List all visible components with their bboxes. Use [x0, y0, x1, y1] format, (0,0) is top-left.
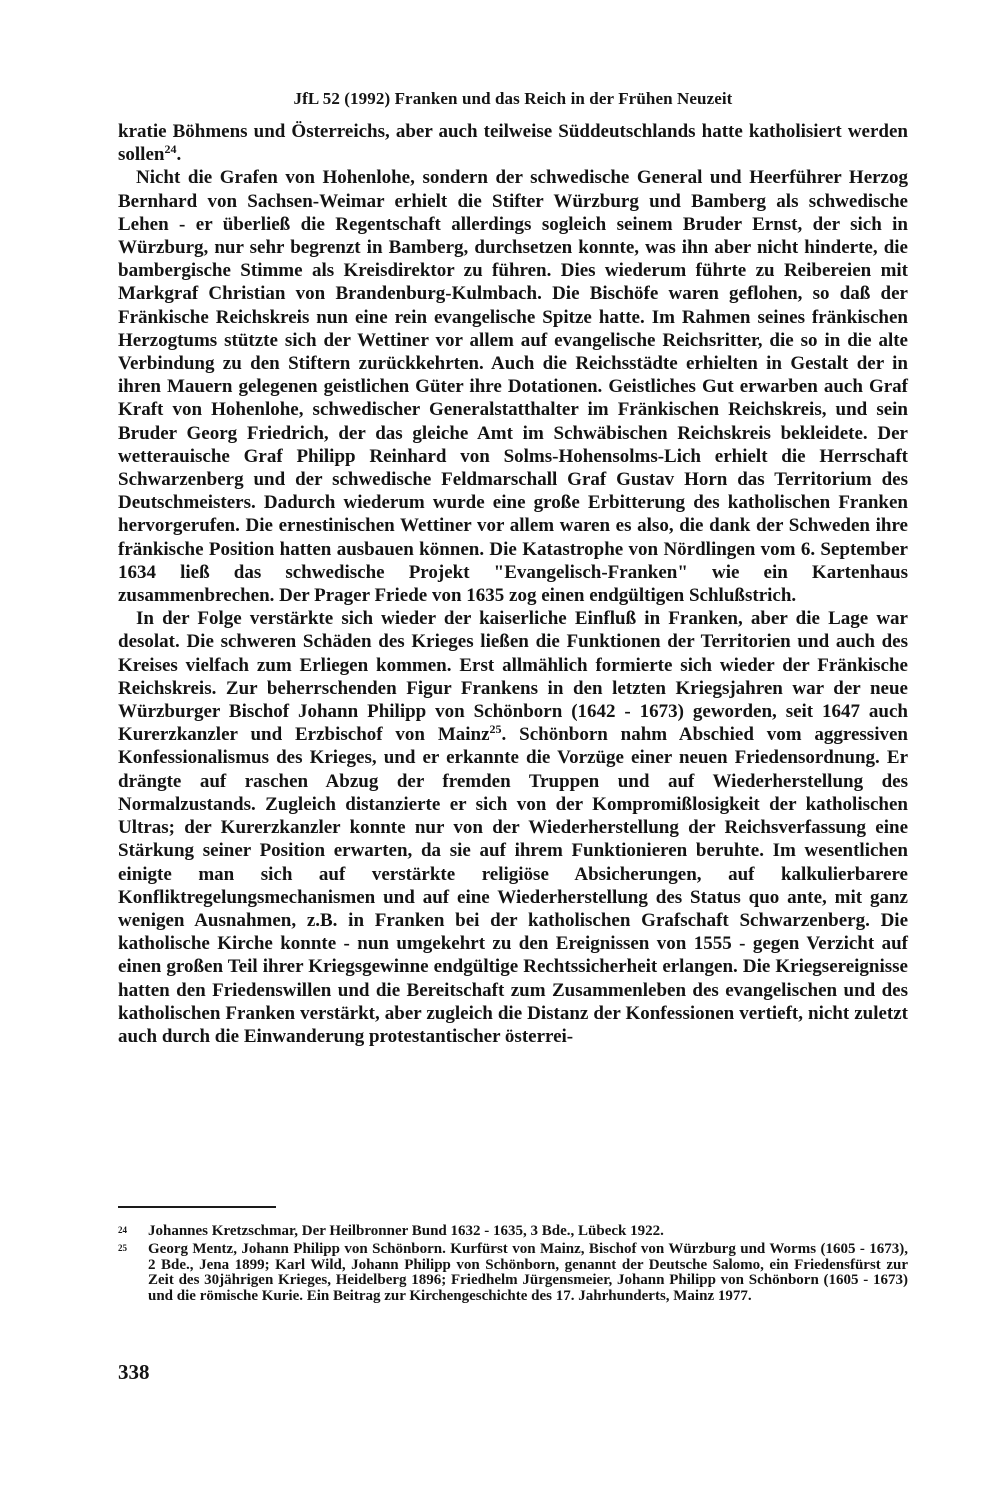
footnote-text: Johannes Kretzschmar, Der Heilbronner Bund 1632 - 1635, 3 Bde., Lübeck 1922.: [148, 1223, 664, 1239]
paragraph-3-text: In der Folge verstärkte sich wieder der kaiserliche Einfluß in Franken, aber die Lage war desolat. Die schweren Schäden des Krieges ließen die Funktionen der Territorien und auch des Kreises vielfach zum Erliegen kommen. Erst allmählich formierte sich wieder der Fränkische Reichskreis. Zur beherrschenden Figur Frankens in den letzten Kriegsjahren war der neue Würzburger Bischof Johann Philipp von Schönborn (1642 - 1673) geworden, seit 1647 auch Kurerzkanzler und Erzbischof von Mainz: [118, 608, 908, 746]
footnote-number: 25: [118, 1242, 127, 1253]
paragraph-1-text: kratie Böhmens und Österreichs, aber auch teilweise Süddeutschlands hatte katholisiert werden sollen: [118, 121, 908, 166]
paragraph-1: [118, 120, 908, 166]
main-text: [118, 120, 908, 1048]
footnote-ref-25[interactable]: 25: [489, 722, 502, 737]
footnotes: [118, 1224, 908, 1307]
footnote-text: Georg Mentz, Johann Philipp von Schönborn. Kurfürst von Mainz, Bischof von Würzburg und Worms (1605 - 1673), 2 Bde., Jena 1899; Karl Wild, Johann Philipp von Schönborn, genannt der Deutsche Salomo, ein Friedensfürst zur Zeit des 30jährigen Krieges, Heidelberg 1896; Friedhelm Jürgensmeier, Johann Philipp von Schönborn (1605 - 1673) und die römische Kurie. Ein Beitrag zur Kirchengeschichte des 17. Jahrhunderts, Mainz 1977.: [148, 1240, 908, 1305]
footnote-25: [118, 1242, 908, 1305]
paragraph-1-end: .: [176, 144, 182, 166]
footnote-ref-24[interactable]: 24: [164, 142, 177, 157]
paragraph-3: [118, 607, 908, 1048]
footnote-divider: [118, 1206, 276, 1208]
paragraph-2: Nicht die Grafen von Hohenlohe, sondern der schwedische General und Heerführer Herzog Bernhard von Sachsen-Weimar erhielt die Stifter Würzburg und Bamberg als schwedische Lehen - er überließ die Regentschaft allerdings sogleich seinem Bruder Ernst, der sich in Würzburg, nur sehr begrenzt in Bamberg, durchsetzen konnte, was ihn aber nicht hinderte, die bambergische Stimme als Kreisdirektor zu führen. Dies wiederum führte zu Reibereien mit Markgraf Christian von Brandenburg-Kulmbach. Die Bischöfe waren geflohen, so daß der Fränkische Reichskreis nun eine rein evangelische Spitze hatte. Im Rahmen seines fränkischen Herzogtums stützte sich der Wettiner vor allem auf evangelische Reichsritter, die so in die alte Verbindung zu den Stiftern zurückkehrten. Auch die Reichsstädte erhielten in Gestalt der in ihren Mauern gelegenen geistlichen Güter ihre Dotationen. Geistliches Gut erwarben auch Graf Kraft von Hohenlohe, schwedischer Generalstatthalter im Fränkischen Reichskreis, und sein Bruder Georg Friedrich, der das gleiche Amt im Schwäbischen Reichskreis bekleidete. Der wetterauische Graf Philipp Reinhard von Solms-Hohensolms-Lich erhielt die Herrschaft Schwarzenberg und der schwedische Feldmarschall Graf Gustav Horn das Territorium des Deutschmeisters. Dadurch wiederum wurde eine große Erbitterung des katholischen Franken hervorgerufen. Die ernestinischen Wettiner vor allem waren es also, die dank der Schweden ihre fränkische Position hatten ausbauen können. Die Katastrophe von Nördlingen vom 6. September 1634 ließ das schwedische Projekt "Evangelisch-Franken" wie ein Kartenhaus zusammenbrechen. Der Prager Friede von 1635 zog einen endgültigen Schlußstrich.: [118, 167, 908, 607]
running-head: JfL 52 (1992) Franken und das Reich in der Frühen Neuzeit: [293, 89, 733, 108]
paragraph-3-rest: . Schönborn nahm Abschied vom aggressiven Konfessionalismus des Krieges, und er erkannte die Vorzüge einer neuen Friedensordnung. Er drängte auf raschen Abzug der fremden Truppen und auf Wiederherstellung des Normalzustands. Zugleich distanzierte er sich von der Kompromißlosigkeit der katholischen Ultras; der Kurerzkanzler konnte nur von der Wiederherstellung der Reichsverfassung eine Stärkung seiner Position erwarten, da sie auf ihrem Funktionieren beruhte. Im wesentlichen einigte man sich auf verstärkte religiöse Absicherungen, auf kalkulierbarere Konfliktregelungsmechanismen und auf eine Wiederherstellung des Status quo ante, mit ganz wenigen Ausnahmen, z.B. in Franken bei der katholischen Grafschaft Schwarzenberg. Die katholische Kirche konnte - nun umgekehrt zu den Ereignissen von 1555 - gegen Verzicht auf einen großen Teil ihrer Kriegsgewinne endgültige Rechtssicherheit erlangen. Die Kriegsereignisse hatten den Friedenswillen und die Bereitschaft zum Zusammenleben des evangelischen und des katholischen Franken verstärkt, aber zugleich die Distanz der Konfessionen vertieft, nicht zuletzt auch durch die Einwanderung protestantischer österrei-: [118, 724, 908, 1047]
footnote-number: 24: [118, 1225, 127, 1235]
page-number: 338: [118, 1360, 150, 1384]
footnote-24: [118, 1224, 908, 1240]
